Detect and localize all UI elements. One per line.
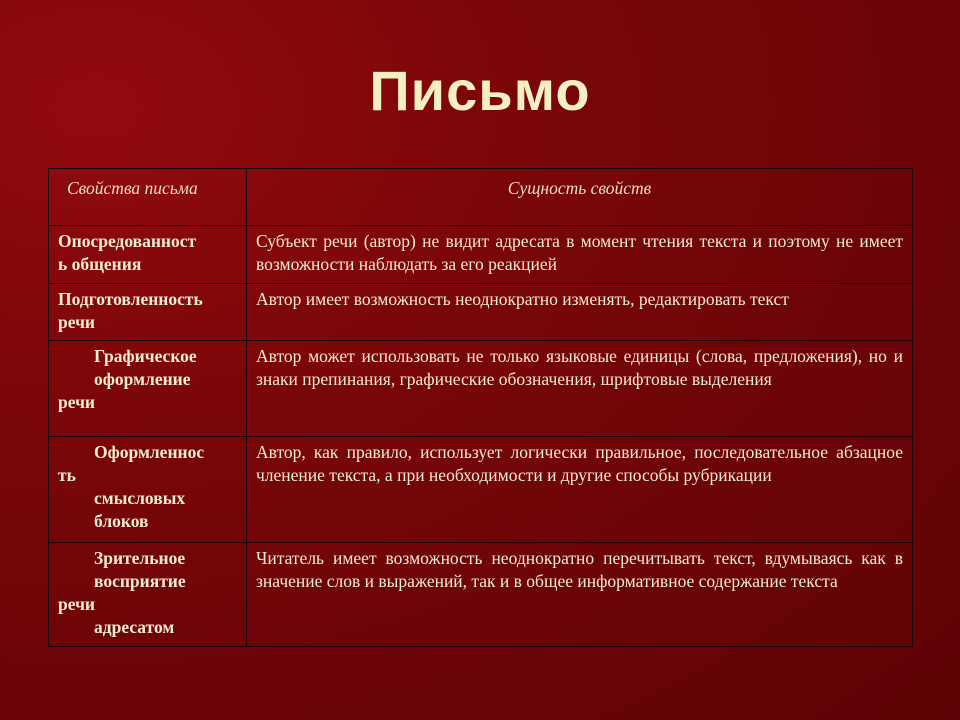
property-line: речи	[58, 312, 96, 332]
header-properties: Свойства письма	[49, 169, 247, 226]
property-line: ь общения	[58, 254, 142, 274]
table-row	[49, 226, 913, 284]
property-line: Опосредованност	[58, 231, 197, 251]
table-header-row	[49, 169, 913, 226]
slide-title: Письмо	[369, 59, 591, 122]
property-cell	[49, 543, 247, 647]
property-line: Графическое	[94, 346, 197, 366]
properties-table	[48, 168, 913, 647]
property-line: речи	[58, 392, 96, 412]
description-cell: Читатель имеет возможность неоднократно перечитывать текст, вдумываясь как в значение слов и выражений, так и в общее информативное содержание текста	[247, 543, 913, 647]
table-row	[49, 341, 913, 437]
property-line: ть	[58, 465, 76, 485]
property-line: восприятие	[94, 571, 186, 591]
table-row	[49, 284, 913, 341]
property-cell	[49, 437, 247, 543]
property-cell	[49, 284, 247, 341]
description-cell: Автор может использовать не только языковые единицы (слова, предложения), но и знаки препинания, графические обозначения, шрифтовые выделения	[247, 341, 913, 437]
property-line: Зрительное	[94, 548, 186, 568]
table-row	[49, 543, 913, 647]
property-line: Оформленнос	[94, 442, 205, 462]
description-cell: Автор, как правило, использует логически правильное, последовательное абзацное членение текста, а при необходимости и другие способы рубрикации	[247, 437, 913, 543]
property-line: адресатом	[94, 617, 175, 637]
property-line: блоков	[94, 511, 149, 531]
property-cell	[49, 226, 247, 284]
description-cell: Субъект речи (автор) не видит адресата в момент чтения текста и поэтому не имеет возможности наблюдать за его реакцией	[247, 226, 913, 284]
property-line: смысловых	[94, 488, 186, 508]
property-line: речи	[58, 594, 96, 614]
header-essence: Сущность свойств	[247, 169, 913, 226]
table-row	[49, 437, 913, 543]
property-line: оформление	[94, 369, 191, 389]
description-cell: Автор имеет возможность неоднократно изменять, редактировать текст	[247, 284, 913, 341]
property-cell	[49, 341, 247, 437]
property-line: Подготовленность	[58, 289, 203, 309]
